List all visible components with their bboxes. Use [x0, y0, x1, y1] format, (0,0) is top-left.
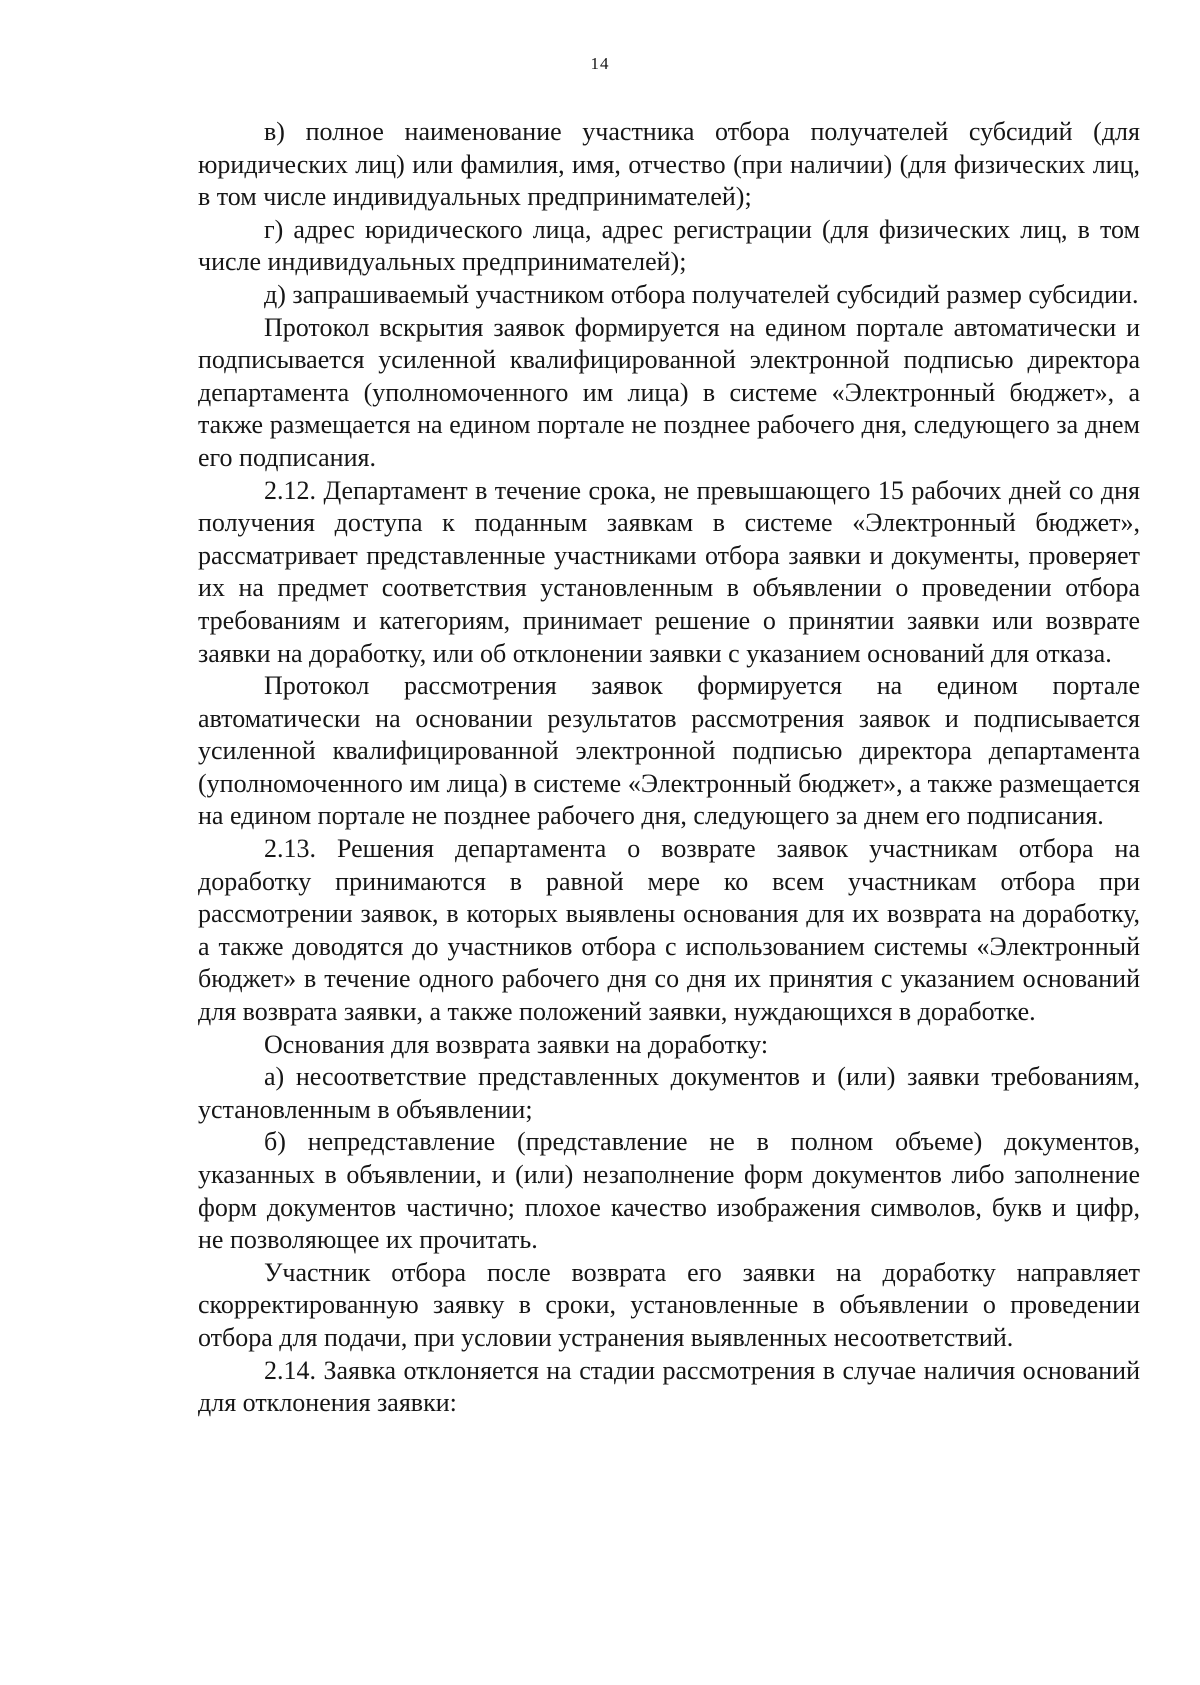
paragraph-item-g: г) адрес юридического лица, адрес регистрации (для физических лиц, в том числе индивидуальных предпринимателей);	[198, 214, 1140, 277]
paragraph-return-ground-b: б) непредставление (представление не в полном объеме) документов, указанных в объявлении, и (или) незаполнение форм документов либо заполнение форм документов частично; плохое качество изображения символов, букв и цифр, не позволяющее их прочитать.	[198, 1127, 1140, 1255]
document-body	[198, 116, 1140, 1420]
paragraph-review-protocol: Протокол рассмотрения заявок формируется на едином портале автоматически на основании результатов рассмотрения заявок и подписывается усиленной квалифицированной электронной подписью директора департамента (уполномоченного им лица) в системе «Электронный бюджет», а также размещается на едином портале не позднее рабочего дня, следующего за днем его подписания.	[198, 671, 1140, 831]
paragraph-opening-protocol: Протокол вскрытия заявок формируется на едином портале автоматически и подписывается усиленной квалифицированной электронной подписью директора департамента (уполномоченного им лица) в системе «Электронный бюджет», а также размещается на едином портале не позднее рабочего дня, следующего за днем его подписания.	[198, 312, 1140, 472]
page-number: 14	[590, 54, 610, 73]
paragraph-section-2-12: 2.12. Департамент в течение срока, не превышающего 15 рабочих дней со дня получения доступа к поданным заявкам в системе «Электронный бюджет», рассматривает представленные участниками отбора заявки и документы, проверяет их на предмет соответствия установленным в объявлении о проведении отбора требованиям и категориям, принимает решение о принятии заявки или возврате заявки на доработку, или об отклонении заявки с указанием оснований для отказа.	[198, 475, 1140, 668]
paragraph-resubmission: Участник отбора после возврата его заявки на доработку направляет скорректированную заявку в сроки, установленные в объявлении о проведении отбора для подачи, при условии устранения выявленных несоответствий.	[198, 1257, 1140, 1352]
paragraph-section-2-13: 2.13. Решения департамента о возврате заявок участникам отбора на доработку принимаются в равной мере ко всем участникам отбора при рассмотрении заявок, в которых выявлены основания для их возврата на доработку, а также доводятся до участников отбора с использованием системы «Электронный бюджет» в течение одного рабочего дня со дня их принятия с указанием оснований для возврата заявки, а также положений заявки, нуждающихся в доработке.	[198, 834, 1140, 1027]
paragraph-return-ground-a: а) несоответствие представленных документов и (или) заявки требованиям, установленным в объявлении;	[198, 1062, 1140, 1124]
paragraph-item-d: д) запрашиваемый участником отбора получателей субсидий размер субсидии.	[264, 279, 1139, 309]
paragraph-return-grounds-heading: Основания для возврата заявки на доработку:	[264, 1029, 769, 1059]
paragraph-section-2-14: 2.14. Заявка отклоняется на стадии рассмотрения в случае наличия оснований для отклонения заявки:	[198, 1355, 1140, 1418]
paragraph-item-v: в) полное наименование участника отбора получателей субсидий (для юридических лиц) или фамилия, имя, отчество (при наличии) (для физических лиц, в том числе индивидуальных предпринимателей);	[198, 117, 1140, 212]
